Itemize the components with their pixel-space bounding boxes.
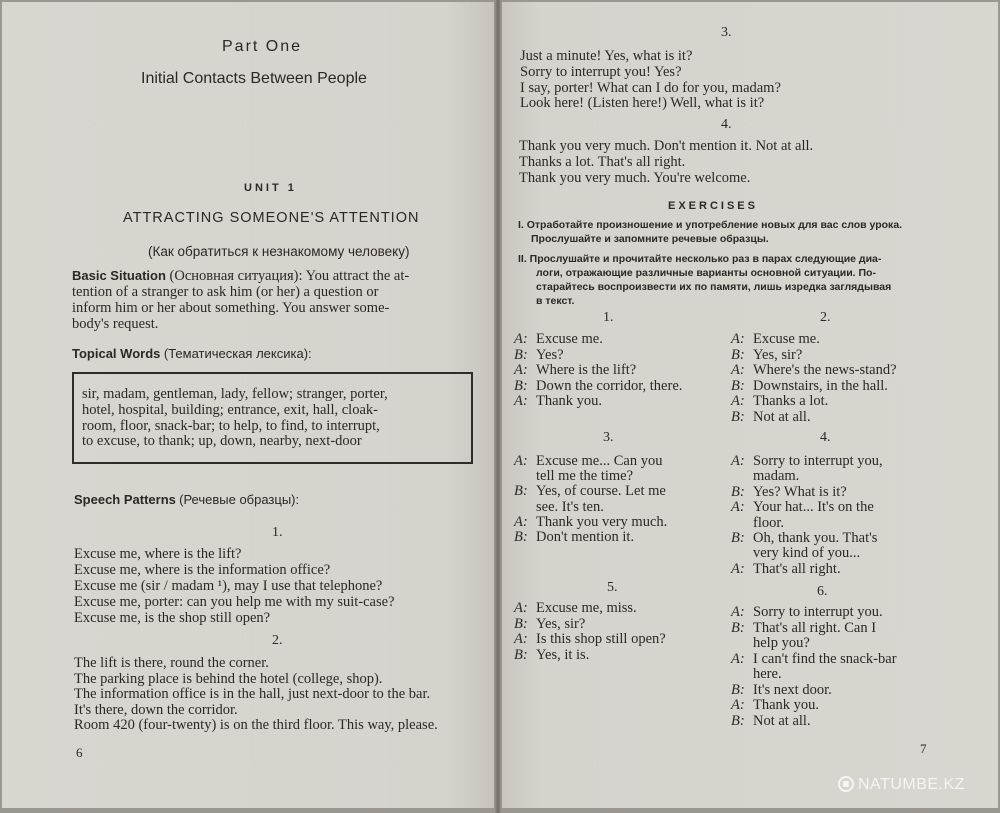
speech-1-line-3: Excuse me, porter: can you help me with my suit-case?: [74, 594, 395, 610]
dialogue-1-line: [514, 362, 636, 379]
dialogue-6-line: [731, 713, 811, 730]
page-number-left: 6: [76, 745, 83, 760]
dialogue-text: floor.: [753, 514, 785, 531]
speaker-label: A:: [731, 331, 745, 347]
dialogue-6-line: [731, 682, 832, 699]
dialogue-2-number: 2.: [820, 310, 831, 325]
speaker-label: A:: [731, 362, 745, 378]
dialogue-2-line: [731, 393, 828, 410]
speaker-label: B:: [514, 377, 528, 394]
dialogue-text: Oh, thank you. That's: [753, 530, 878, 546]
dialogue-text: Downstairs, in the hall.: [753, 377, 888, 394]
topical-words-label: Topical Words: [72, 346, 161, 361]
dialogue-text: very kind of you...: [753, 545, 861, 562]
speech-2-line-2: The information office is in the hall, just next-door to the bar.: [74, 686, 431, 702]
dialogue-5-line: [514, 616, 585, 633]
dialogue-6-line: [731, 604, 883, 621]
dialogue-2-line: [731, 409, 811, 426]
speech-patterns-label: Speech Patterns: [74, 492, 176, 507]
speaker-label: A:: [731, 453, 745, 469]
dialogue-text: Yes, sir?: [753, 346, 803, 363]
speaker-label: A:: [731, 560, 745, 577]
topical-words-line-3: to excuse, to thank; up, down, nearby, next-door: [82, 433, 362, 449]
dialogue-text: Excuse me.: [753, 331, 820, 347]
speech-2-line-3: It's there, down the corridor.: [74, 702, 238, 718]
speaker-label: B:: [514, 483, 528, 500]
dialogue-text: Yes, sir?: [536, 615, 586, 632]
dialogue-text: Excuse me... Can you: [536, 453, 663, 469]
dialogue-text: see. It's ten.: [536, 498, 604, 515]
part-title: Initial Contacts Between People: [141, 70, 367, 87]
speaker-label: A:: [731, 650, 745, 667]
speaker-label: A:: [514, 362, 528, 378]
speaker-label: B:: [514, 615, 528, 632]
speaker-label: A:: [514, 600, 528, 616]
topical-words-box: [72, 372, 473, 464]
speaker-label: B:: [731, 346, 745, 363]
section-3-number: 3.: [721, 25, 732, 40]
basic-situation: [72, 268, 409, 332]
dialogue-3-number: 3.: [603, 430, 614, 445]
speech-1-line-2: Excuse me (sir / madam ¹), may I use that telephone?: [74, 578, 383, 594]
dialogue-text: tell me the time?: [536, 468, 634, 485]
dialogue-2-line: [731, 331, 820, 348]
exercise-2-line-2: старайтесь воспроизвести их по памяти, лишь изредка заглядывая: [536, 281, 892, 293]
topical-words-line-1: hotel, hospital, building; entrance, exit, hall, cloak-: [82, 402, 378, 418]
speaker-label: B:: [514, 529, 528, 545]
dialogue-text: That's all right. Can I: [753, 619, 877, 636]
section-4-number: 4.: [721, 117, 732, 132]
basic-situation-line-0: (Основная ситуация): You attract the at-: [169, 268, 410, 284]
speech-2-line-1: The parking place is behind the hotel (college, shop).: [74, 671, 383, 687]
dialogue-1-line: [514, 393, 602, 410]
speech-patterns-label-ru: (Речевые образцы):: [179, 492, 300, 507]
speaker-label: B:: [731, 530, 745, 546]
exercise-1-line-1: Прослушайте и запомните речевые образцы.: [531, 233, 769, 245]
dialogue-text: Down the corridor, there.: [536, 377, 683, 394]
section-3-line-1: Sorry to interrupt you! Yes?: [520, 64, 682, 80]
dialogue-text: madam.: [753, 468, 800, 485]
unit-subtitle: (Как обратиться к незнакомому человеку): [148, 244, 410, 259]
exercise-2-line-1: логи, отражающие различные варианты основной ситуации. По-: [536, 267, 876, 279]
dialogue-text: I can't find the snack-bar: [753, 650, 897, 667]
basic-situation-label: Basic Situation: [72, 268, 166, 283]
speaker-label: B:: [731, 377, 745, 394]
speech-patterns-heading: [74, 492, 299, 508]
dialogue-5-number: 5.: [607, 580, 618, 595]
unit-title: ATTRACTING SOMEONE'S ATTENTION: [123, 210, 420, 226]
dialogue-1-line: [514, 331, 603, 348]
dialogue-4-line: [731, 561, 841, 578]
exercise-2-line-0: II. Прослушайте и прочитайте несколько раз в парах следующие диа-: [518, 253, 882, 265]
speaker-label: B:: [731, 712, 745, 729]
topical-words-label-ru: (Тематическая лексика):: [163, 346, 312, 361]
dialogue-1-line: [514, 347, 564, 364]
dialogue-text: Thank you.: [536, 393, 603, 409]
speaker-label: B:: [731, 483, 745, 500]
exercises-title: EXERCISES: [668, 200, 758, 212]
speaker-label: A:: [514, 631, 528, 647]
section-3-line-3: Look here! (Listen here!) Well, what is it?: [520, 95, 765, 111]
basic-situation-line-3: body's request.: [72, 316, 159, 332]
dialogue-4-number: 4.: [820, 430, 831, 445]
dialogue-text: Not at all.: [753, 712, 811, 729]
dialogue-6-line: [731, 651, 897, 668]
speaker-label: A:: [514, 453, 528, 469]
dialogue-text: Excuse me, miss.: [536, 600, 637, 616]
dialogue-6-line: [731, 635, 810, 652]
section-4-line-1: Thanks a lot. That's all right.: [519, 154, 686, 170]
dialogue-5-line: [514, 631, 666, 648]
speaker-label: B:: [731, 681, 745, 698]
dialogue-6-line: [731, 620, 876, 637]
speech-section-2-number: 2.: [272, 633, 283, 648]
dialogue-1-line: [514, 378, 682, 395]
basic-situation-line-2: inform him or her about something. You answer some-: [72, 300, 390, 316]
dialogue-5-line: [514, 600, 637, 617]
section-3-line-0: Just a minute! Yes, what is it?: [520, 48, 693, 64]
speech-2-line-4: Room 420 (four-twenty) is on the third floor. This way, please.: [74, 717, 438, 733]
basic-situation-line-1: tention of a stranger to ask him (or her) a question or: [72, 284, 379, 300]
dialogue-text: Is this shop still open?: [536, 631, 666, 647]
dialogue-text: Sorry to interrupt you.: [753, 604, 883, 620]
dialogue-text: Not at all.: [753, 408, 811, 425]
section-4-line-2: Thank you very much. You're welcome.: [519, 170, 751, 186]
dialogue-text: Excuse me.: [536, 331, 603, 347]
speaker-label: A:: [514, 393, 528, 409]
speech-1-line-1: Excuse me, where is the information office?: [74, 562, 331, 578]
speaker-label: B:: [731, 619, 745, 636]
dialogue-1-number: 1.: [603, 310, 614, 325]
speaker-label: A:: [514, 513, 528, 530]
speech-2-line-0: The lift is there, round the corner.: [74, 655, 269, 671]
dialogue-text: Thank you very much.: [536, 513, 668, 530]
book-spine: [494, 0, 502, 813]
speaker-label: A:: [731, 393, 745, 409]
speaker-label: A:: [731, 604, 745, 620]
exercise-1-line-0: I. Отработайте произношение и употребление новых для вас слов урока.: [518, 219, 903, 231]
dialogue-2-line: [731, 378, 888, 395]
speaker-label: A:: [731, 697, 745, 713]
dialogue-text: Your hat... It's on the: [753, 499, 874, 516]
dialogue-text: Thanks a lot.: [753, 393, 829, 409]
dialogue-3-line: [514, 529, 634, 546]
dialogue-6-line: [731, 666, 782, 683]
dialogue-text: Yes, of course. Let me: [536, 483, 666, 500]
unit-label: UNIT 1: [244, 182, 297, 194]
exercise-2-line-3: в текст.: [536, 295, 575, 307]
speaker-label: B:: [514, 346, 528, 363]
dialogue-text: help you?: [753, 635, 810, 651]
dialogue-text: Yes, it is.: [536, 646, 590, 663]
speaker-label: A:: [731, 499, 745, 516]
section-4-line-0: Thank you very much. Don't mention it. Not at all.: [519, 138, 814, 154]
watermark-text: NATUMBE.KZ: [858, 776, 965, 793]
dialogue-6-number: 6.: [817, 584, 828, 599]
topical-words-line-0: sir, madam, gentleman, lady, fellow; stranger, porter,: [82, 386, 388, 402]
dialogue-text: Where's the news-stand?: [753, 362, 897, 378]
dialogue-text: Yes? What is it?: [753, 483, 847, 500]
dialogue-text: here.: [753, 666, 782, 682]
dialogue-text: Thank you.: [753, 697, 820, 713]
dialogue-2-line: [731, 347, 802, 364]
speech-1-line-0: Excuse me, where is the lift?: [74, 546, 242, 562]
watermark: [838, 776, 965, 794]
dialogue-text: Where is the lift?: [536, 362, 637, 378]
dialogue-text: Yes?: [536, 346, 564, 363]
dialogue-text: It's next door.: [753, 681, 832, 698]
dialogue-text: Sorry to interrupt you,: [753, 453, 883, 469]
dialogue-2-line: [731, 362, 897, 379]
speech-1-line-4: Excuse me, is the shop still open?: [74, 610, 271, 626]
section-3-line-2: I say, porter! What can I do for you, madam?: [520, 80, 781, 96]
topical-words-heading: [72, 346, 312, 363]
speech-section-1-number: 1.: [272, 525, 283, 540]
dialogue-text: Don't mention it.: [536, 529, 635, 545]
watermark-logo-icon: [838, 776, 854, 792]
speaker-label: B:: [731, 408, 745, 425]
speaker-label: B:: [514, 646, 528, 663]
dialogue-5-line: [514, 647, 589, 664]
dialogue-6-line: [731, 697, 819, 714]
dialogue-text: That's all right.: [753, 560, 841, 577]
page-number-right: 7: [920, 741, 927, 756]
speaker-label: A:: [514, 331, 528, 347]
part-heading: Part One: [222, 38, 303, 55]
topical-words-line-2: room, floor, snack-bar; to help, to find, to interrupt,: [82, 418, 380, 434]
